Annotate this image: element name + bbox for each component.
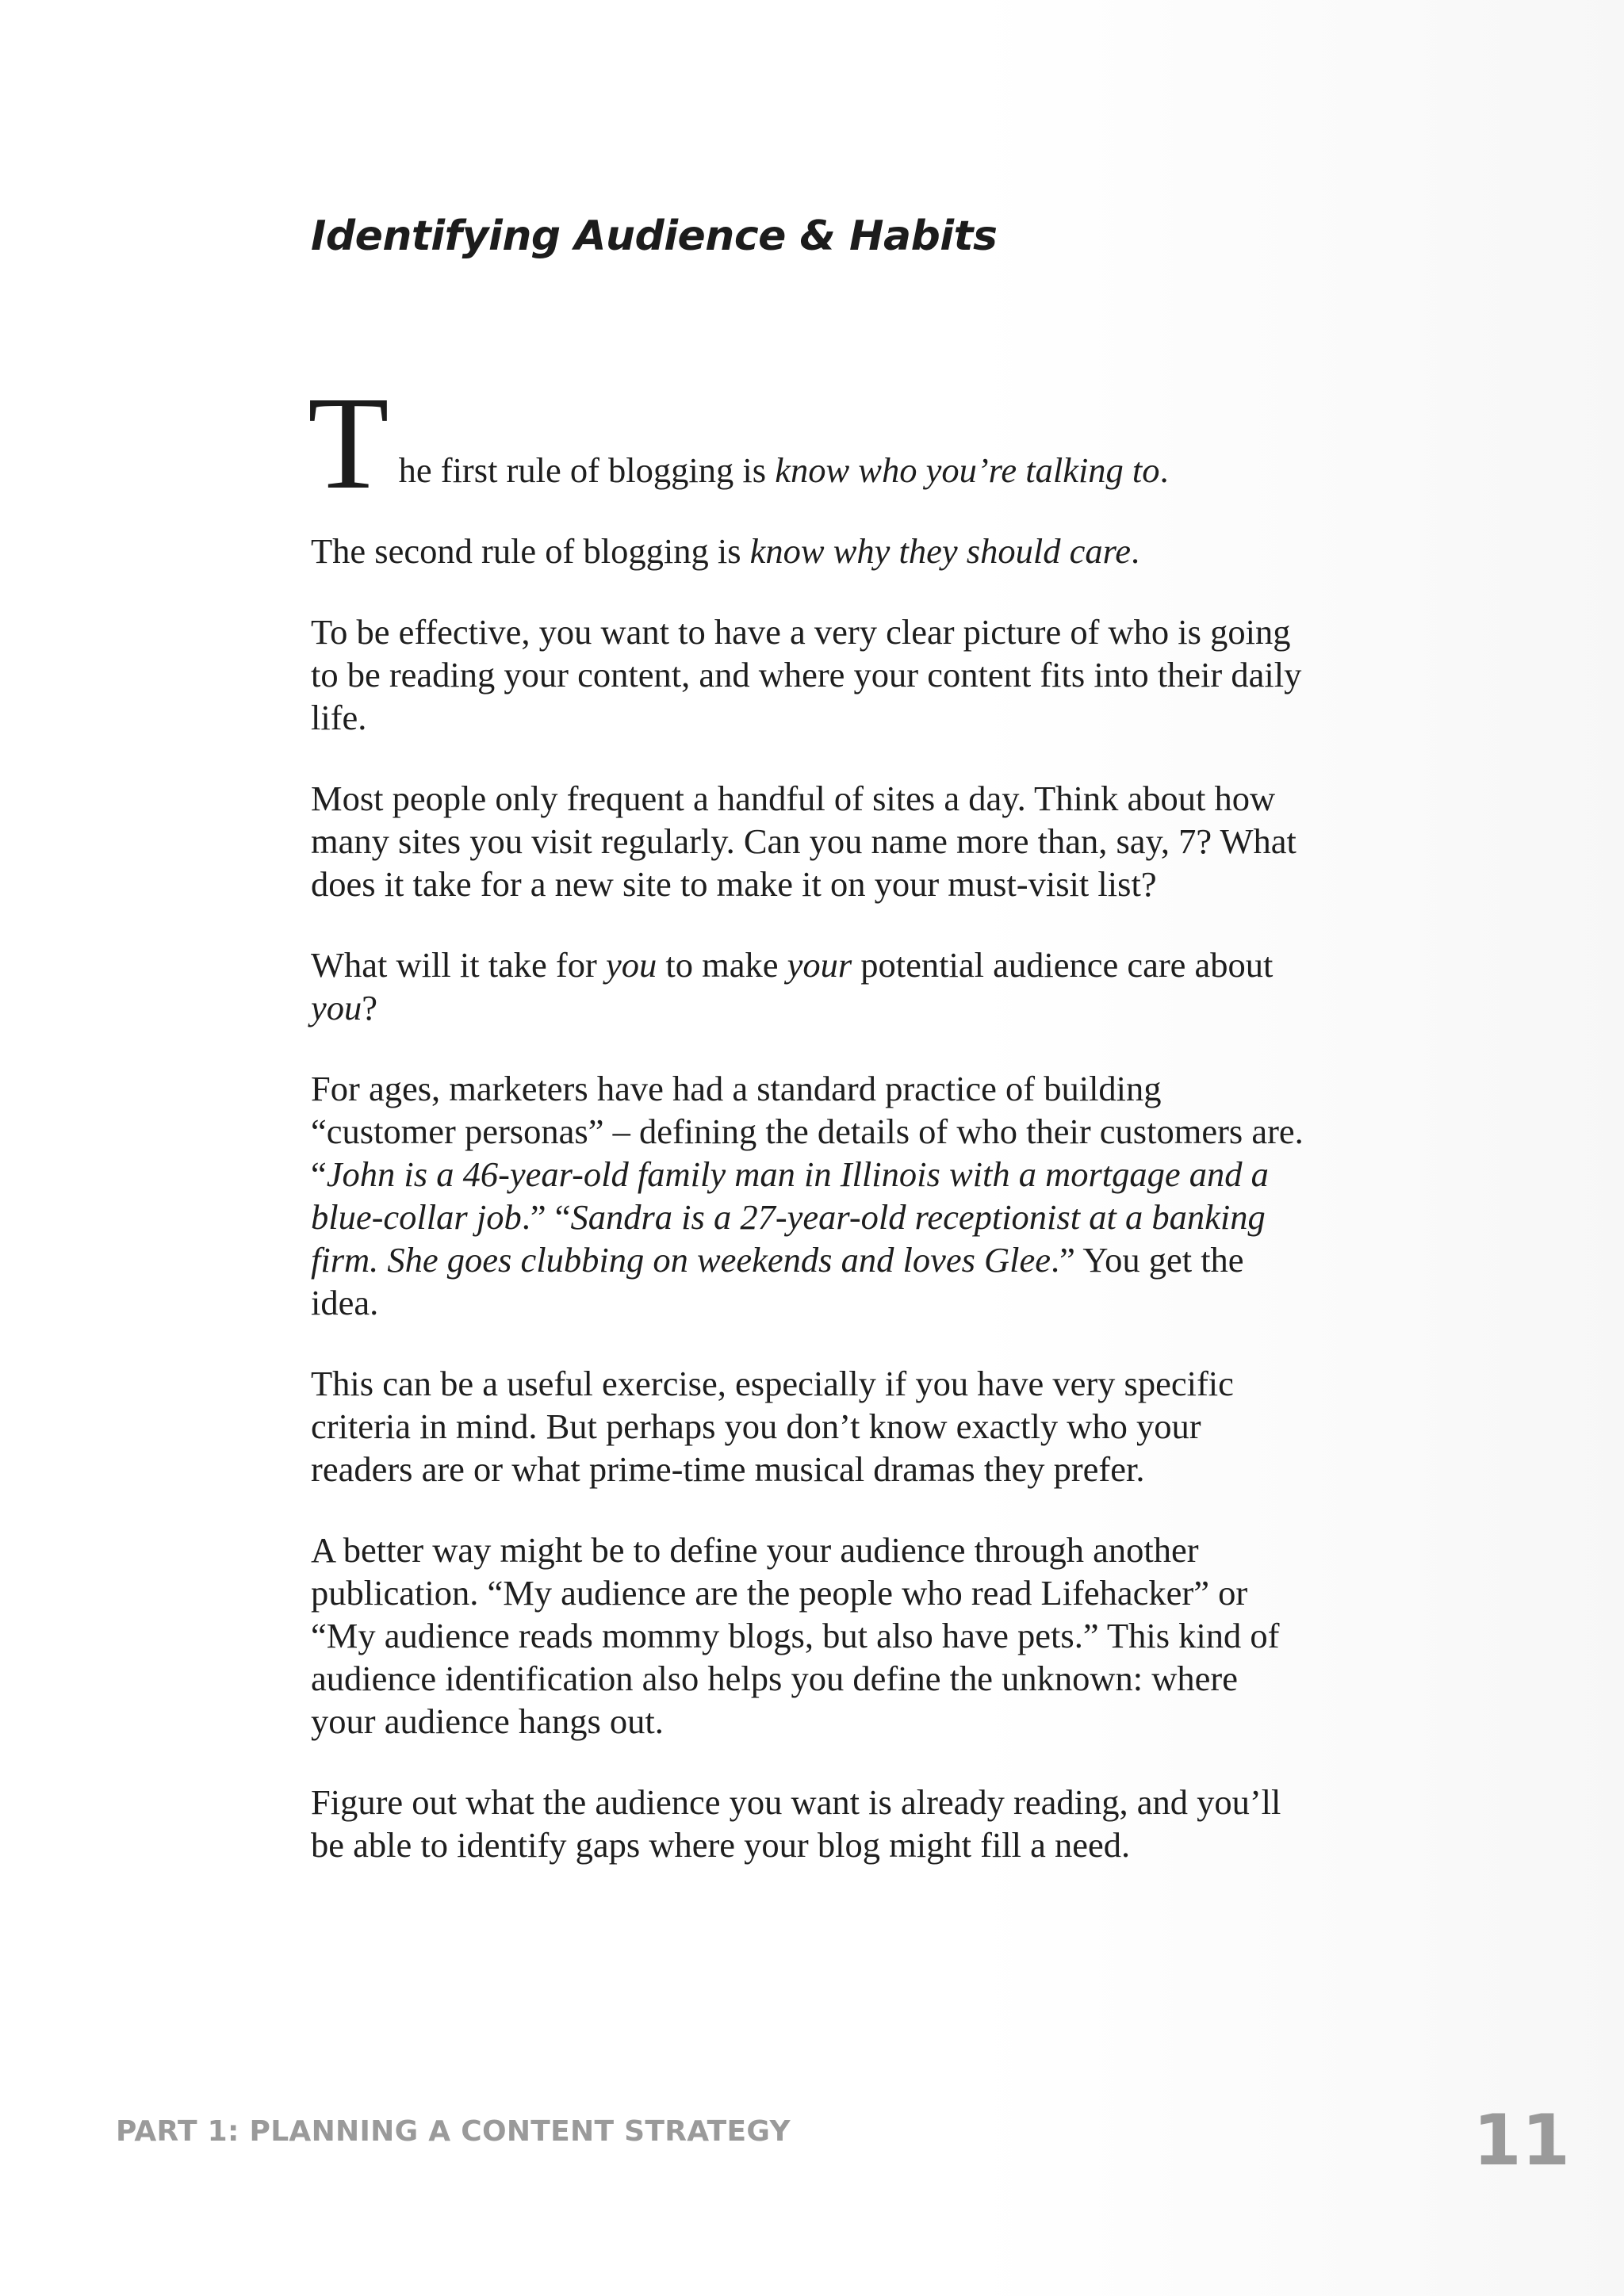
paragraph-5 bbox=[311, 943, 1310, 1029]
paragraph-6-part-e: .” You get the idea. bbox=[311, 1240, 1244, 1322]
paragraph-6-persona-sandra: Sandra is a 27-year-old receptionist at a banking firm. She goes clubbing on weekends and loves Glee bbox=[311, 1197, 1266, 1280]
section-heading: Identifying Audience & Habits bbox=[311, 212, 998, 260]
paragraph-1-text: he first rule of blogging is bbox=[398, 450, 776, 490]
paragraph-1 bbox=[308, 369, 1310, 517]
paragraph-6-part-a: For ages, marketers have had a standard practice of building “customer personas” – defining the details of who their customers are. “ bbox=[311, 1069, 1304, 1194]
paragraph-3: To be effective, you want to have a very clear picture of who is going to be reading your content, and where your content fits into their daily life. bbox=[311, 612, 1302, 737]
paragraph-5-emphasis-your: your bbox=[787, 945, 852, 985]
paragraph-6-part-c: .” “ bbox=[521, 1197, 571, 1237]
footer-page-number: 11 bbox=[1473, 2099, 1570, 2181]
paragraph-9: Figure out what the audience you want is already reading, and you’ll be able to identify gaps where your blog might fill a need. bbox=[311, 1782, 1281, 1865]
paragraph-5-part-c: to make bbox=[657, 945, 787, 985]
paragraph-8: A better way might be to define your audience through another publication. “My audience are the people who read Lifehacker” or “My audience reads mommy blogs, but also have pets.” This kind of audience identification also helps you define the unknown: where your audience hangs out. bbox=[311, 1530, 1280, 1741]
paragraph-1-end: . bbox=[1159, 450, 1169, 490]
paragraph-4: Most people only frequent a handful of sites a day. Think about how many sites you visit regularly. Can you name more than, say, 7? What does it take for a new site to make it on your must-visit list? bbox=[311, 779, 1297, 904]
footer-section-title: PART 1: PLANNING A CONTENT STRATEGY bbox=[116, 2115, 791, 2148]
drop-cap: T bbox=[308, 369, 389, 517]
paragraph-6-persona-john: John is a 46-year-old family man in Illinois with a mortgage and a blue-collar job bbox=[311, 1154, 1269, 1237]
paragraph-1-line bbox=[399, 388, 1169, 492]
body-text bbox=[308, 369, 1310, 1904]
paragraph-2 bbox=[311, 530, 1310, 572]
paragraph-7: This can be a useful exercise, especially if you have very specific criteria in mind. But perhaps you don’t know exactly who your readers are or what prime-time musical dramas they prefer. bbox=[311, 1364, 1234, 1489]
paragraph-2-emphasis: know why they should care bbox=[749, 531, 1132, 571]
paragraph-2-end: . bbox=[1131, 531, 1140, 571]
paragraph-1-emphasis: know who you’re talking to bbox=[775, 450, 1160, 490]
paragraph-5-part-e: potential audience care about bbox=[852, 945, 1274, 985]
paragraph-2-text: The second rule of blogging is bbox=[311, 531, 750, 571]
paragraph-5-emphasis-you: you bbox=[605, 945, 657, 985]
paragraph-5-emphasis-you-2: you bbox=[311, 988, 362, 1027]
paragraph-5-part-g: ? bbox=[362, 988, 378, 1027]
paragraph-5-part-a: What will it take for bbox=[311, 945, 606, 985]
paragraph-6 bbox=[311, 1067, 1310, 1324]
